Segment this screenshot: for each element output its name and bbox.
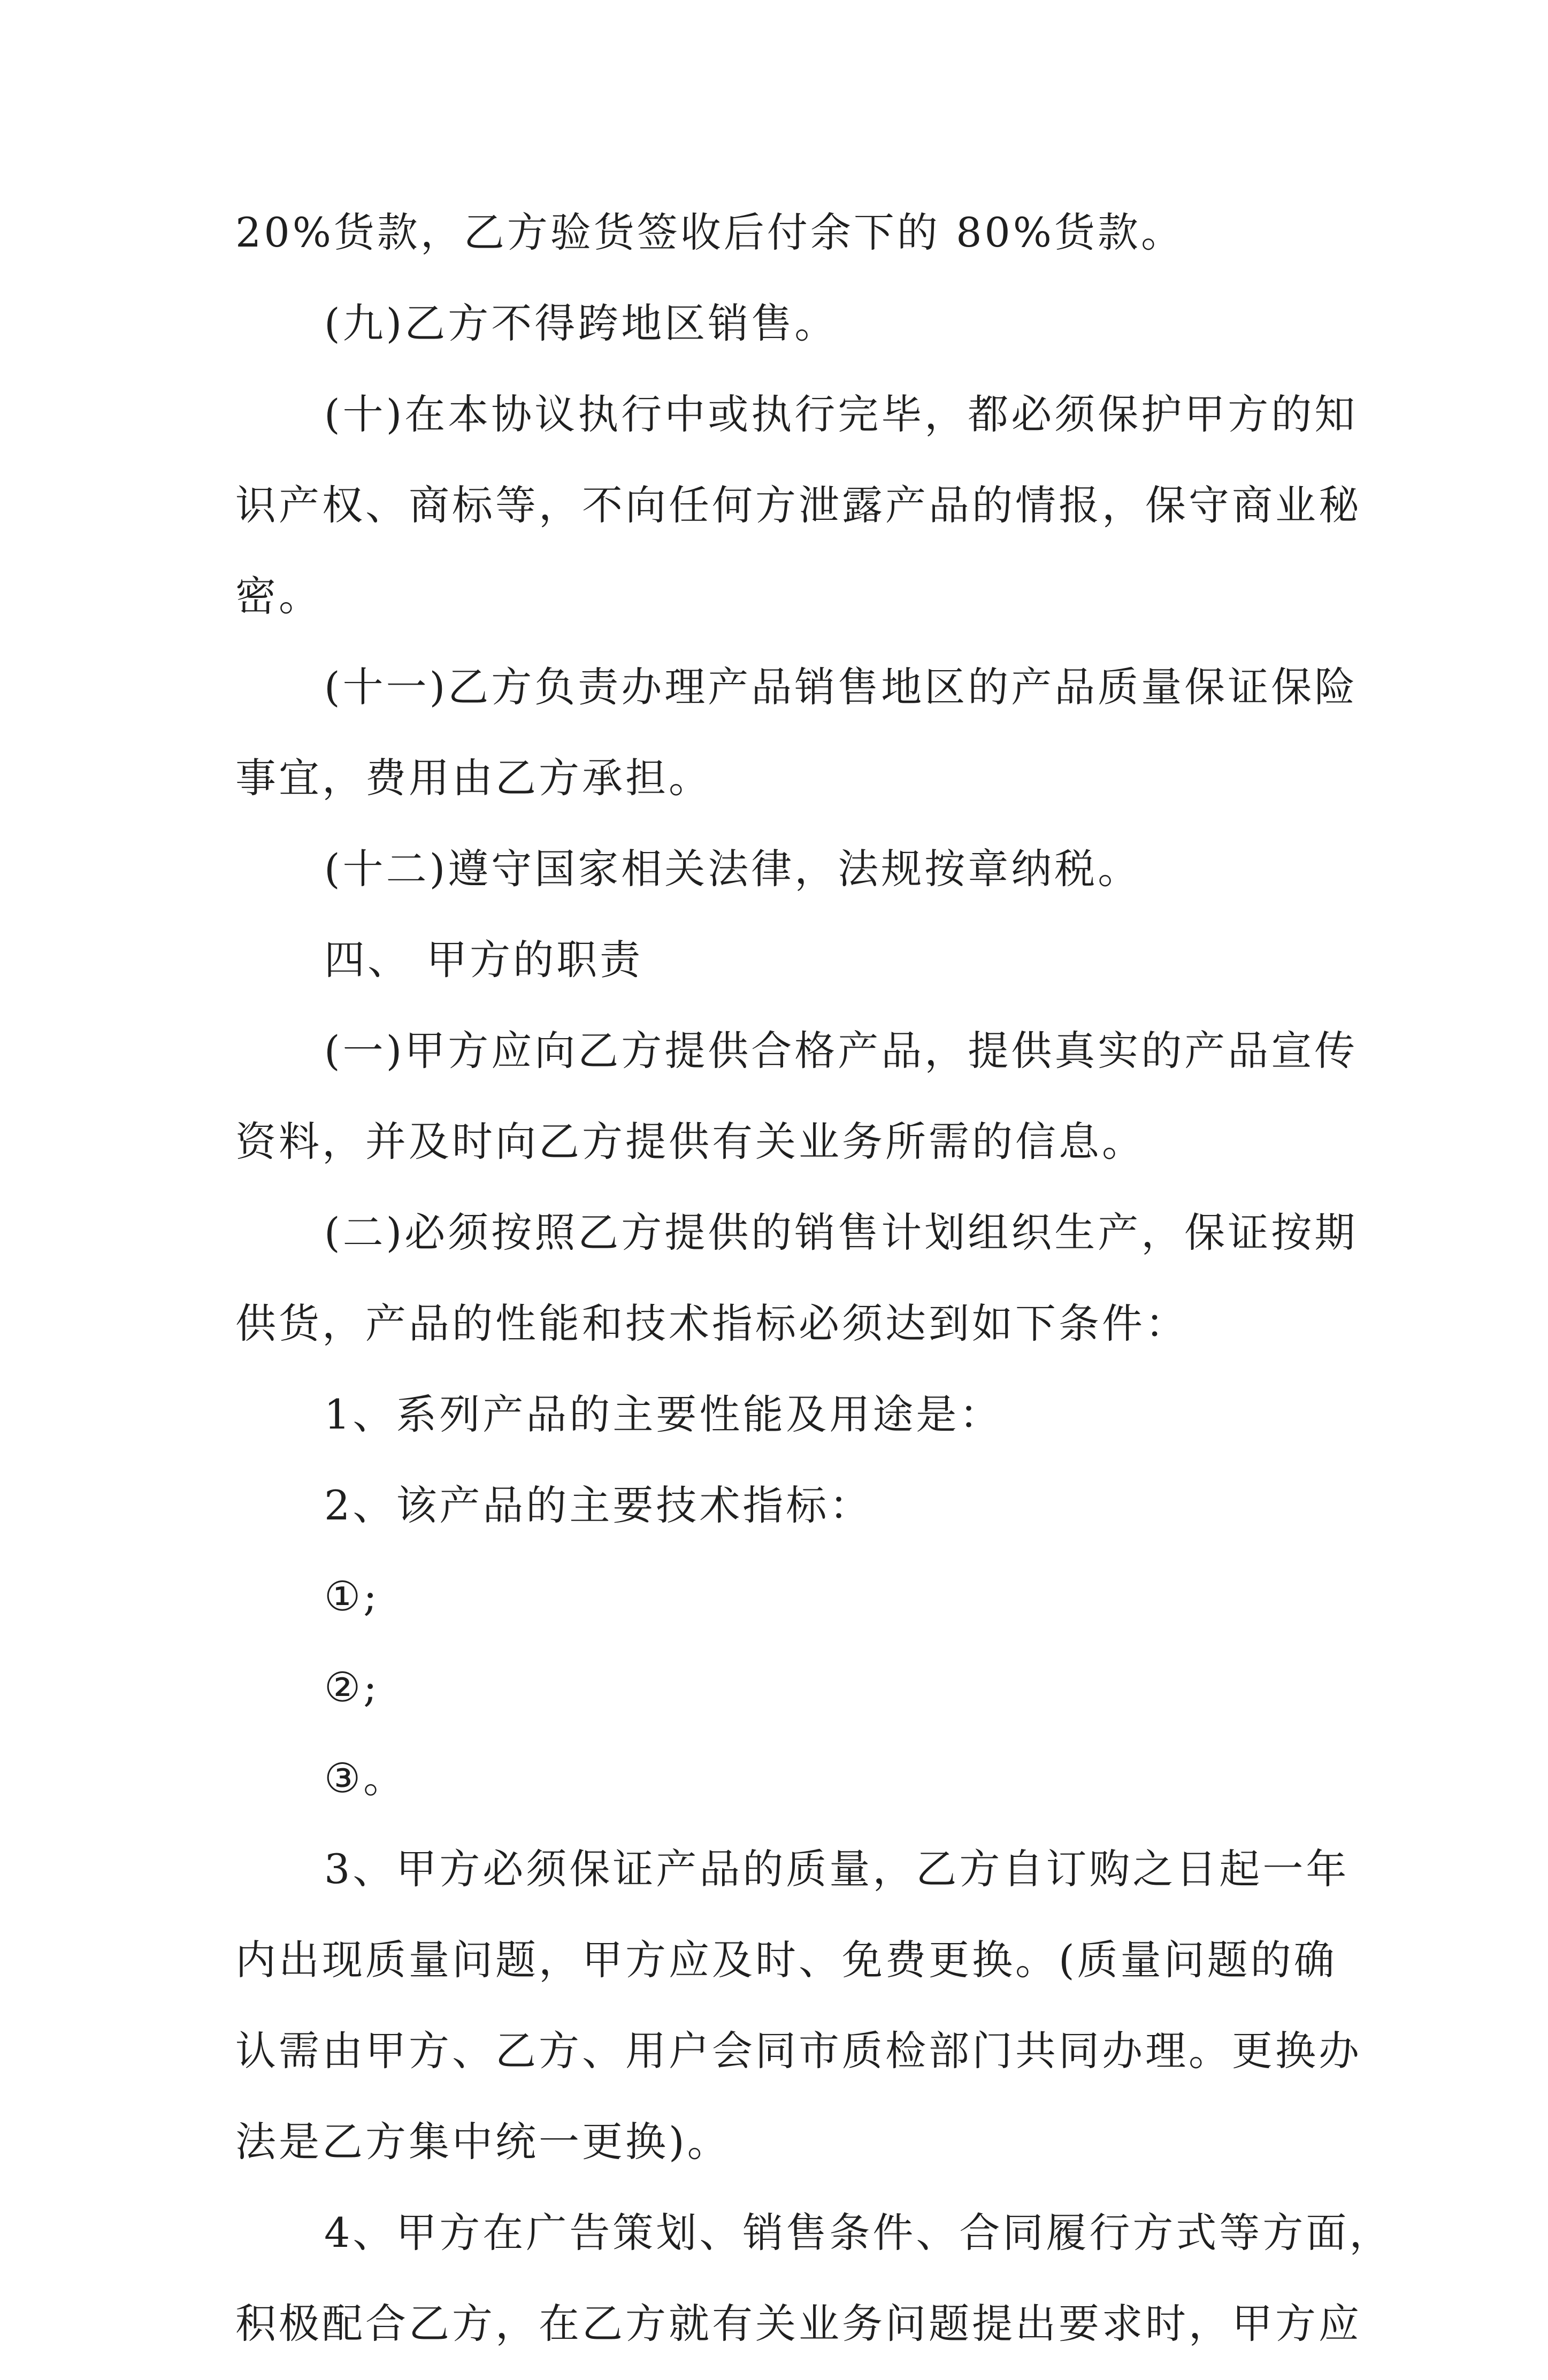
text-line: 法是乙方集中统一更换)。 [235, 2118, 731, 2166]
text-line: 4、甲方在广告策划、销售条件、合同履行方式等方面， [324, 2209, 1393, 2256]
document-body [235, 198, 1393, 2380]
text-line: 识产权、商标等，不向任何方泄露产品的情报，保守商业秘 [235, 481, 1362, 529]
text-line: 3、甲方必须保证产品的质量，乙方自订购之日起一年 [324, 1845, 1350, 1893]
text-line: 内出现质量问题，甲方应及时、免费更换。(质量问题的确 [235, 1936, 1337, 1984]
text-line: (二)必须按照乙方提供的销售计划组织生产，保证按期 [324, 1209, 1358, 1256]
text-line: 密。 [235, 572, 322, 620]
text-line: (十二)遵守国家相关法律，法规按章纳税。 [324, 845, 1141, 893]
text-line: 2、该产品的主要技术指标： [324, 1481, 873, 1529]
text-line: (十)在本协议执行中或执行完毕，都必须保护甲方的知 [324, 390, 1358, 438]
text-line: (一)甲方应向乙方提供合格产品，提供真实的产品宣传 [324, 1027, 1358, 1074]
list-item: ③。 [324, 1754, 407, 1802]
list-item: ②; [324, 1663, 380, 1711]
text-line: 认需由甲方、乙方、用户会同市质检部门共同办理。更换办 [235, 2027, 1362, 2075]
text-line: 积极配合乙方，在乙方就有关业务问题提出要求时，甲方应 [235, 2300, 1362, 2347]
text-line: 供货，产品的性能和技术指标必须达到如下条件： [235, 1300, 1189, 1347]
text-line: 资料，并及时向乙方提供有关业务所需的信息。 [235, 1118, 1145, 1165]
text-line: 20%货款，乙方验货签收后付余下的 80%货款。 [235, 209, 1185, 256]
text-line: 事宜，费用由乙方承担。 [235, 754, 712, 802]
text-line: (十一)乙方负责办理产品销售地区的产品质量保证保险 [324, 663, 1358, 711]
list-item: ①; [324, 1572, 380, 1620]
text-line: 1、系列产品的主要性能及用途是： [324, 1391, 1003, 1438]
section-heading: 四、 甲方的职责 [324, 936, 643, 984]
text-line: (九)乙方不得跨地区销售。 [324, 300, 838, 347]
